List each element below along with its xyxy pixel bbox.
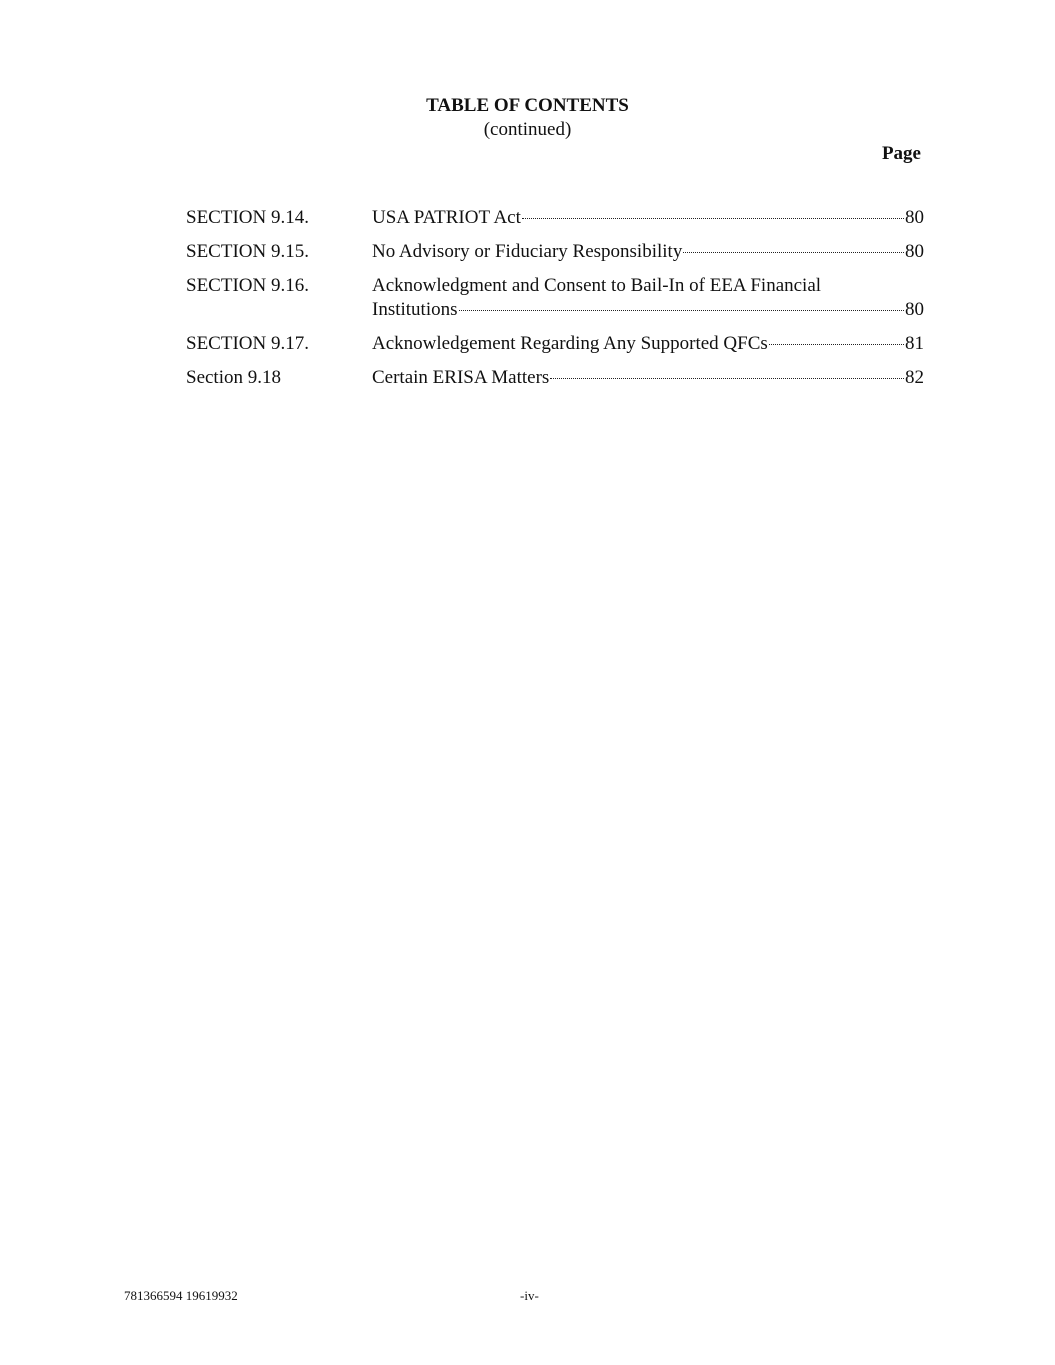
footer-document-id: 781366594 19619932 xyxy=(124,1288,238,1303)
toc-entry[interactable] xyxy=(186,332,924,356)
toc-page-number: 80 xyxy=(905,299,924,320)
toc-section-number: SECTION 9.15. xyxy=(186,241,309,262)
toc-section-title: No Advisory or Fiduciary Responsibility xyxy=(372,241,683,262)
toc-section-title-line1: Acknowledgment and Consent to Bail-In of EEA Financial xyxy=(372,275,822,296)
toc-section-title: Acknowledgement Regarding Any Supported QFCs xyxy=(372,333,768,354)
toc-page-number: 80 xyxy=(905,207,924,228)
toc-section-title: USA PATRIOT Act xyxy=(372,207,521,228)
toc-list xyxy=(186,206,924,400)
toc-title: TABLE OF CONTENTS xyxy=(426,95,629,116)
toc-page-number: 82 xyxy=(905,367,924,388)
toc-section-number: SECTION 9.17. xyxy=(186,333,309,354)
toc-entry[interactable] xyxy=(186,240,924,264)
dot-leader xyxy=(459,310,904,311)
toc-entry[interactable] xyxy=(186,274,924,322)
toc-entry[interactable] xyxy=(186,206,924,230)
toc-section-title: Certain ERISA Matters xyxy=(372,367,550,388)
toc-section-number: SECTION 9.16. xyxy=(186,275,309,296)
dot-leader xyxy=(550,378,904,379)
toc-subtitle: (continued) xyxy=(483,119,572,140)
toc-section-number: SECTION 9.14. xyxy=(186,207,309,228)
toc-page-number: 80 xyxy=(905,241,924,262)
toc-entry[interactable] xyxy=(186,366,924,390)
dot-leader xyxy=(522,218,904,219)
toc-section-title-line2: Institutions xyxy=(372,299,458,320)
dot-leader xyxy=(683,252,904,253)
page-column-heading: Page xyxy=(881,143,921,164)
toc-section-number: Section 9.18 xyxy=(186,367,281,388)
footer-page-number: -iv- xyxy=(520,1288,539,1303)
dot-leader xyxy=(769,344,904,345)
toc-page-number: 81 xyxy=(905,333,924,354)
